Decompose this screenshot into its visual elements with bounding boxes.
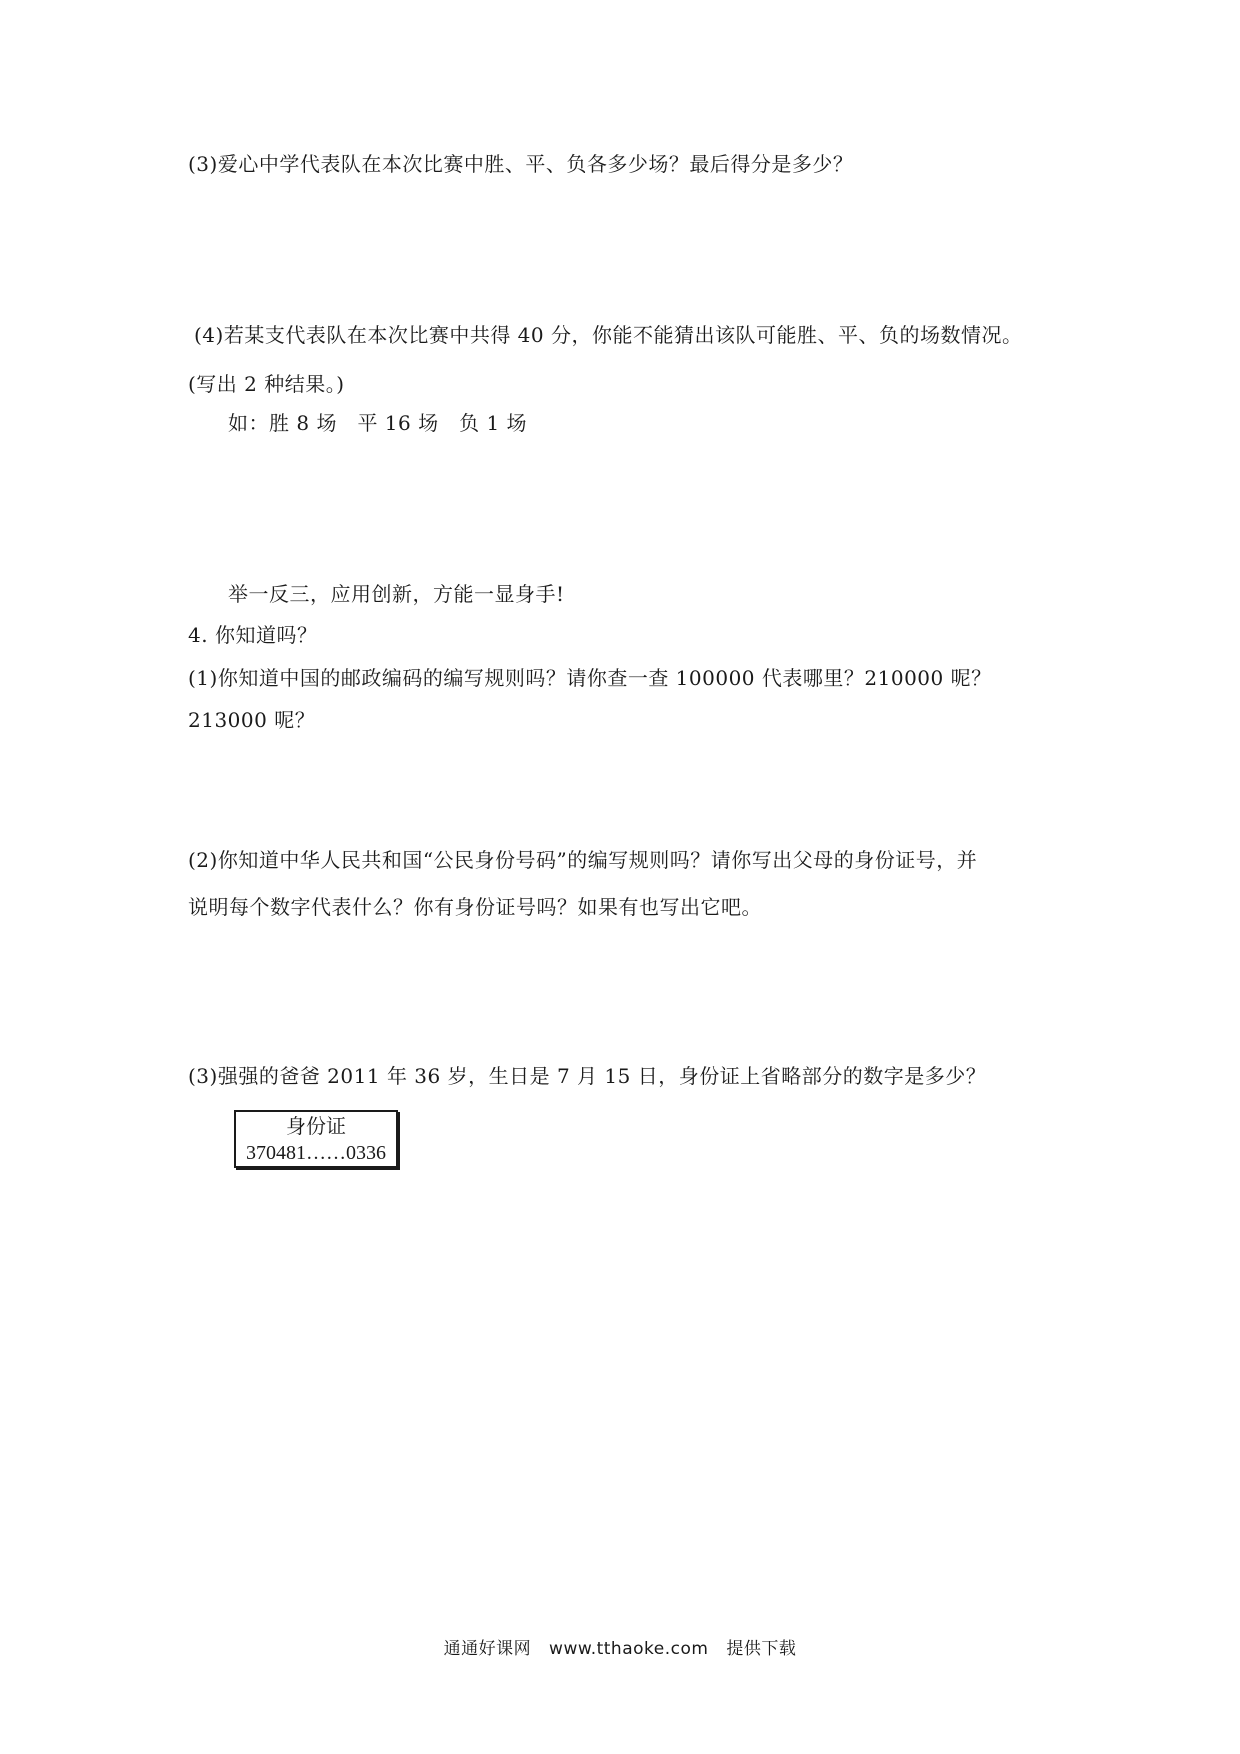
part-1-text: (1)你知道中国的邮政编码的编写规则吗？请你查一查 100000 代表哪里？210000 呢？ [188,666,992,690]
id-card-title: 身份证 [286,1116,346,1138]
footer-site-name: 通通好课网 [443,1639,532,1659]
section-motto: 举一反三，应用创新，方能一显身手! [228,582,565,606]
question-3-text: (3)爱心中学代表队在本次比赛中胜、平、负各多少场？最后得分是多少？ [188,152,854,176]
footer-url: www.tthaoke.com [549,1639,709,1659]
question-4-text: (4)若某支代表队在本次比赛中共得 40 分，你能不能猜出该队可能胜、平、负的场数情况。 [194,323,1023,347]
id-card-box [234,1110,398,1168]
question-4-example: 如：胜 8 场 平 16 场 负 1 场 [228,411,528,435]
part-2-text: (2)你知道中华人民共和国“公民身份号码”的编写规则吗？请你写出父母的身份证号，并 [188,848,978,872]
section-title: 4. 你知道吗？ [188,623,318,647]
id-card-number: 370481……0336 [246,1142,386,1164]
footer-suffix: 提供下载 [726,1639,797,1659]
part-1-continued: 213000 呢？ [188,708,316,732]
page-footer [0,1634,1240,1659]
part-3-text: (3)强强的爸爸 2011 年 36 岁，生日是 7 月 15 日，身份证上省略部分的数字是多少？ [188,1064,987,1088]
question-4-note: (写出 2 种结果。) [188,372,345,396]
part-2-continued: 说明每个数字代表什么？你有身份证号吗？如果有也写出它吧。 [188,895,762,919]
